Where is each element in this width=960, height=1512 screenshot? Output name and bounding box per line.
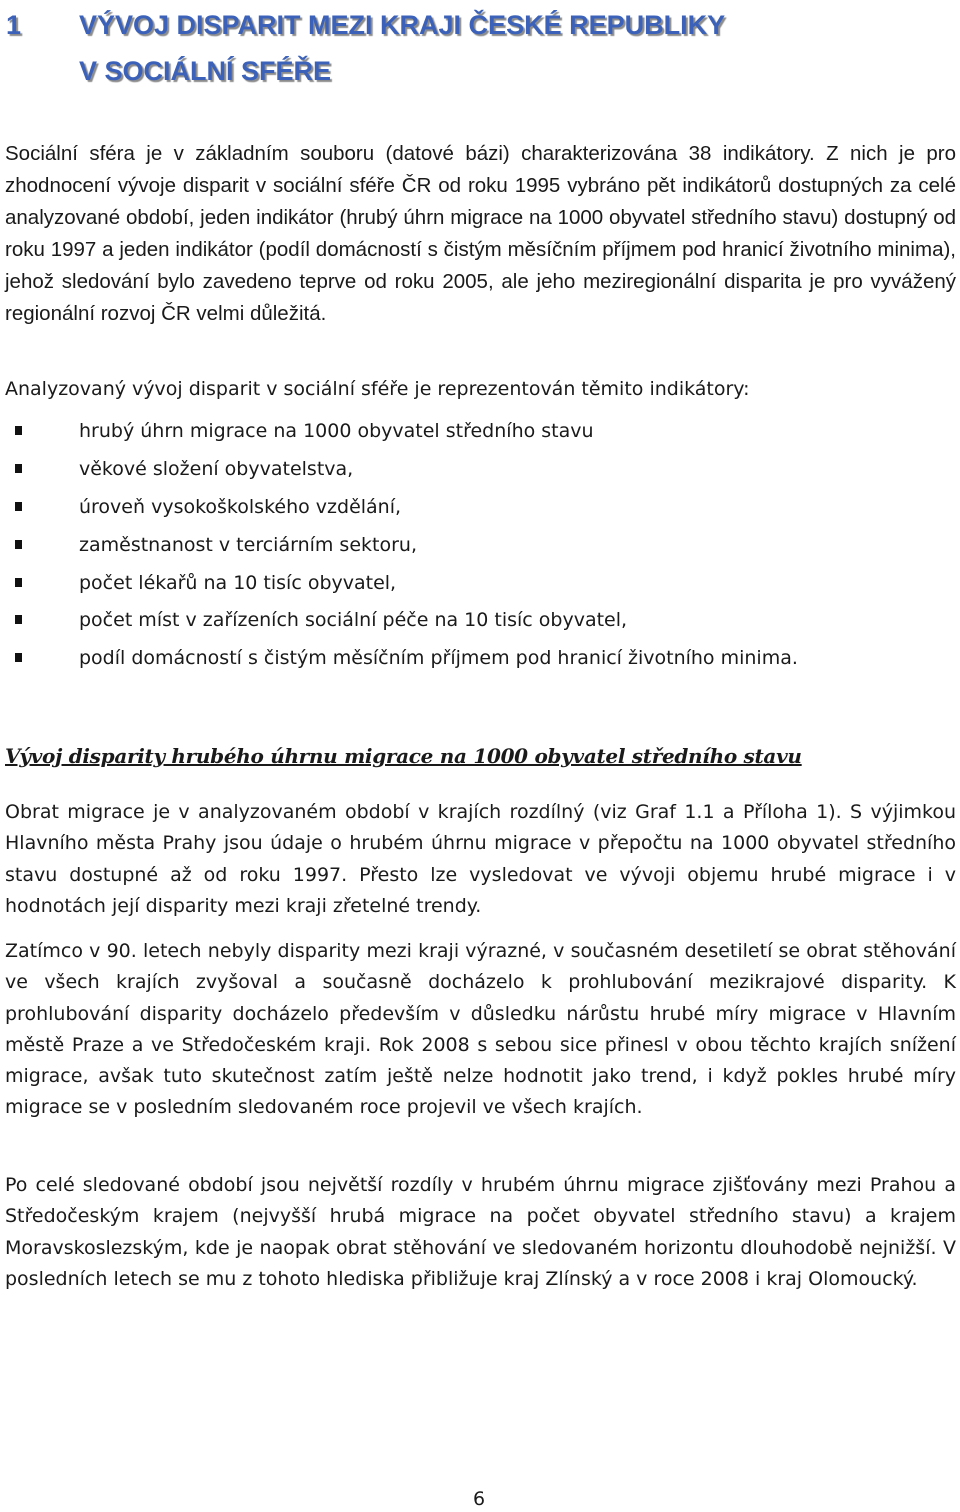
bullet-icon [15,426,22,435]
indicator-list [0,416,960,681]
chapter-title-line-1: VÝVOJ DISPARIT MEZI KRAJI ČESKÉ REPUBLIKY [79,10,726,40]
chapter-title-line-2: V SOCIÁLNÍ SFÉŘE [79,56,332,86]
list-item: počet lékařů na 10 tisíc obyvatel, [0,568,960,606]
page-number: 6 [473,1488,486,1510]
paragraph-regional-differences: Po celé sledované období jsou největší rozdíly v hrubém úhrnu migrace zjišťovány mezi Prahou a Středočeským krajem (nejvyšší hrubá migrace na počet obyvatel středního stavu) a krajem Moravskoslezským, kde je naopak obrat stěhování ve sledovaném horizontu dlouhodobě nejnižší. V posledních letech se mu z tohoto hlediska přibližuje kraj Zlínský a v roce 2008 i kraj Olomoucký. [5,1174,956,1290]
list-item: věkové složení obyvatelstva, [0,454,960,492]
bullet-icon [15,653,22,662]
bullet-icon [15,464,22,473]
indicators-intro: Analyzovaný vývoj disparit v sociální sféře je reprezentován těmito indikátory: [5,378,750,400]
list-item: úroveň vysokoškolského vzdělání, [0,492,960,530]
section-subheading: Vývoj disparity hrubého úhrnu migrace na 1000 obyvatel středního stavu [5,744,802,768]
bullet-icon [15,502,22,511]
list-item: podíl domácností s čistým měsíčním příjmem pod hranicí životního minima. [0,643,960,681]
paragraph-migration-overview: Obrat migrace je v analyzovaném období v krajích rozdílný (viz Graf 1.1 a Příloha 1). S výjimkou Hlavního města Prahy jsou údaje o hrubém úhrnu migrace v přepočtu na 1000 obyvatel středního stavu dostupné až od roku 1997. Přesto lze vysledovat ve vývoji objemu hrubé migrace i v hodnotách její disparity mezi kraji zřetelné trendy. [5,801,956,917]
bullet-icon [15,615,22,624]
list-item: hrubý úhrn migrace na 1000 obyvatel středního stavu [0,416,960,454]
paragraph-social-sphere: Sociální sféra je v základním souboru (datové bázi) charakterizována 38 indikátory. Z nich je pro zhodnocení vývoje disparit v sociální sféře ČR od roku 1995 vybráno pět indikátorů dostupných za celé analyzované období, jeden indikátor (hrubý úhrn migrace na 1000 obyvatel středního stavu) dostupný od roku 1997 a jeden indikátor (podíl domácností s čistým měsíčním příjmem pod hranicí životního minima), jehož sledování bylo zavedeno teprve od roku 2005, ale jeho meziregionální disparita je pro vyvážený regionální rozvoj ČR velmi důležitá. [5,142,956,325]
bullet-icon [15,578,22,587]
chapter-number: 1 [6,10,22,40]
list-item: počet míst v zařízeních sociální péče na 10 tisíc obyvatel, [0,605,960,643]
list-item: zaměstnanost v terciárním sektoru, [0,530,960,568]
bullet-icon [15,540,22,549]
paragraph-migration-trends: Zatímco v 90. letech nebyly disparity mezi kraji výrazné, v současném desetiletí se obrat stěhování ve všech krajích zvyšoval a současně docházelo k prohlubování mezikrajové disparity. K prohlubování disparity docházelo především v důsledku nárůstu hrubé míry migrace v Hlavním městě Praze a ve Středočeském kraji. Rok 2008 s sebou sice přinesl v obou těchto krajích snížení migrace, avšak tuto skutečnost zatím ještě nelze hodnotit jako trend, i když pokles hrubé míry migrace se v posledním sledovaném roce projevil ve všech krajích. [5,940,956,1119]
